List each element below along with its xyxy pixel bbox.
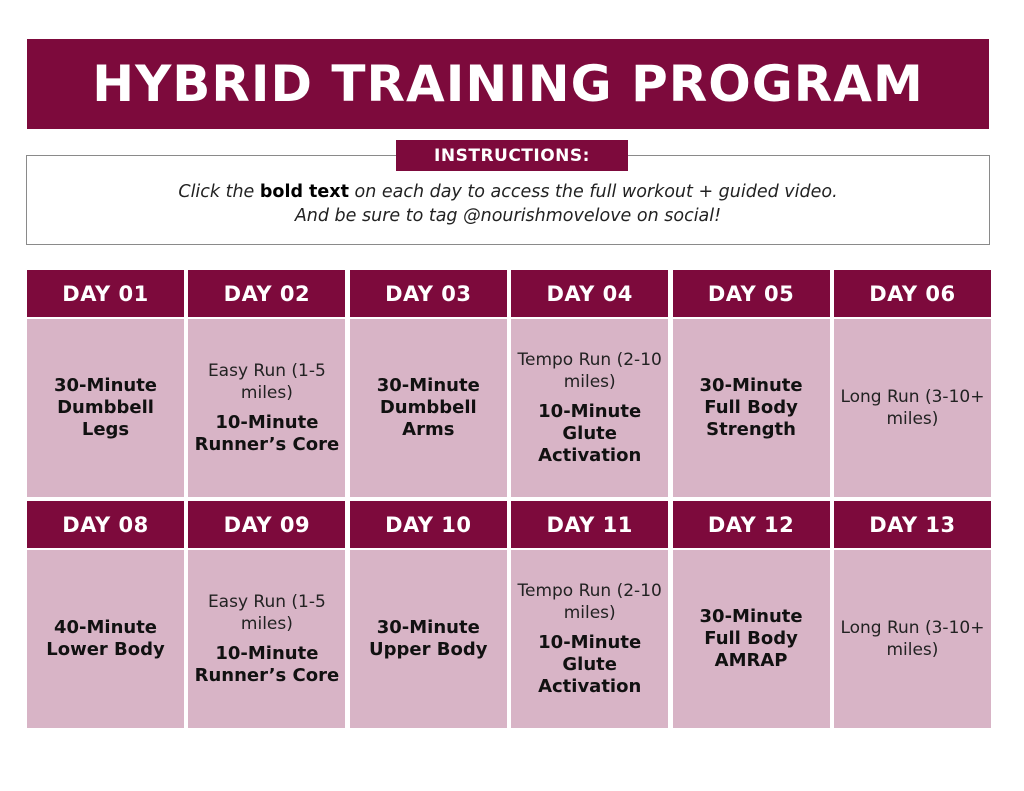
run-description: Long Run (3-10+ miles) [840, 618, 985, 660]
day-label: DAY 06 [834, 270, 991, 317]
day-body [27, 319, 184, 497]
day-label: DAY 10 [350, 501, 507, 548]
day-body [188, 550, 345, 728]
run-description: Long Run (3-10+ miles) [840, 387, 985, 429]
workout-link[interactable]: 30-Minute Upper Body [369, 617, 488, 660]
day-label: DAY 08 [27, 501, 184, 548]
day-card [27, 270, 184, 497]
workout-link[interactable]: 10-Minute Runner’s Core [194, 412, 340, 455]
day-label: DAY 04 [511, 270, 668, 317]
day-card [673, 501, 830, 728]
instructions-text-part: Click the [178, 182, 260, 202]
day-body [673, 550, 830, 728]
day-card [511, 270, 668, 497]
day-card [188, 270, 345, 497]
day-card [673, 270, 830, 497]
instructions-line-2: And be sure to tag @nourishmovelove on social! [294, 206, 722, 226]
workout-link[interactable]: 10-Minute Glute Activation [538, 632, 642, 697]
workout-link[interactable]: 10-Minute Glute Activation [538, 401, 642, 466]
instructions-bold-text: bold text [259, 182, 349, 202]
day-body [350, 550, 507, 728]
day-label: DAY 03 [350, 270, 507, 317]
day-label: DAY 09 [188, 501, 345, 548]
day-card [27, 501, 184, 728]
instructions-label: INSTRUCTIONS: [396, 140, 628, 171]
day-label: DAY 13 [834, 501, 991, 548]
day-body [511, 550, 668, 728]
day-card [350, 270, 507, 497]
day-card [834, 270, 991, 497]
workout-link[interactable]: 30-Minute Full Body Strength [699, 375, 803, 440]
instructions-text-part: on each day to access the full workout + guided video. [348, 182, 838, 202]
day-card [188, 501, 345, 728]
workout-link[interactable]: 40-Minute Lower Body [46, 617, 165, 660]
day-grid [27, 270, 991, 728]
day-label: DAY 11 [511, 501, 668, 548]
day-label: DAY 05 [673, 270, 830, 317]
run-description: Easy Run (1-5 miles) [207, 361, 326, 403]
title-banner [27, 39, 989, 129]
day-body [350, 319, 507, 497]
day-body [834, 550, 991, 728]
run-description: Tempo Run (2-10 miles) [517, 581, 662, 623]
run-description: Tempo Run (2-10 miles) [517, 350, 662, 392]
instructions-line-1 [26, 180, 990, 204]
day-body [27, 550, 184, 728]
page-title: HYBRID TRAINING PROGRAM [92, 55, 924, 113]
day-body [188, 319, 345, 497]
workout-link[interactable]: 30-Minute Dumbbell Legs [53, 375, 158, 440]
day-card [834, 501, 991, 728]
day-label: DAY 02 [188, 270, 345, 317]
workout-link[interactable]: 30-Minute Full Body AMRAP [699, 606, 803, 671]
instructions-text [26, 180, 990, 228]
day-body [511, 319, 668, 497]
workout-link[interactable]: 10-Minute Runner’s Core [194, 643, 340, 686]
day-label: DAY 01 [27, 270, 184, 317]
day-body [834, 319, 991, 497]
workout-link[interactable]: 30-Minute Dumbbell Arms [376, 375, 480, 440]
day-body [673, 319, 830, 497]
day-card [511, 501, 668, 728]
day-label: DAY 12 [673, 501, 830, 548]
run-description: Easy Run (1-5 miles) [207, 592, 326, 634]
day-card [350, 501, 507, 728]
